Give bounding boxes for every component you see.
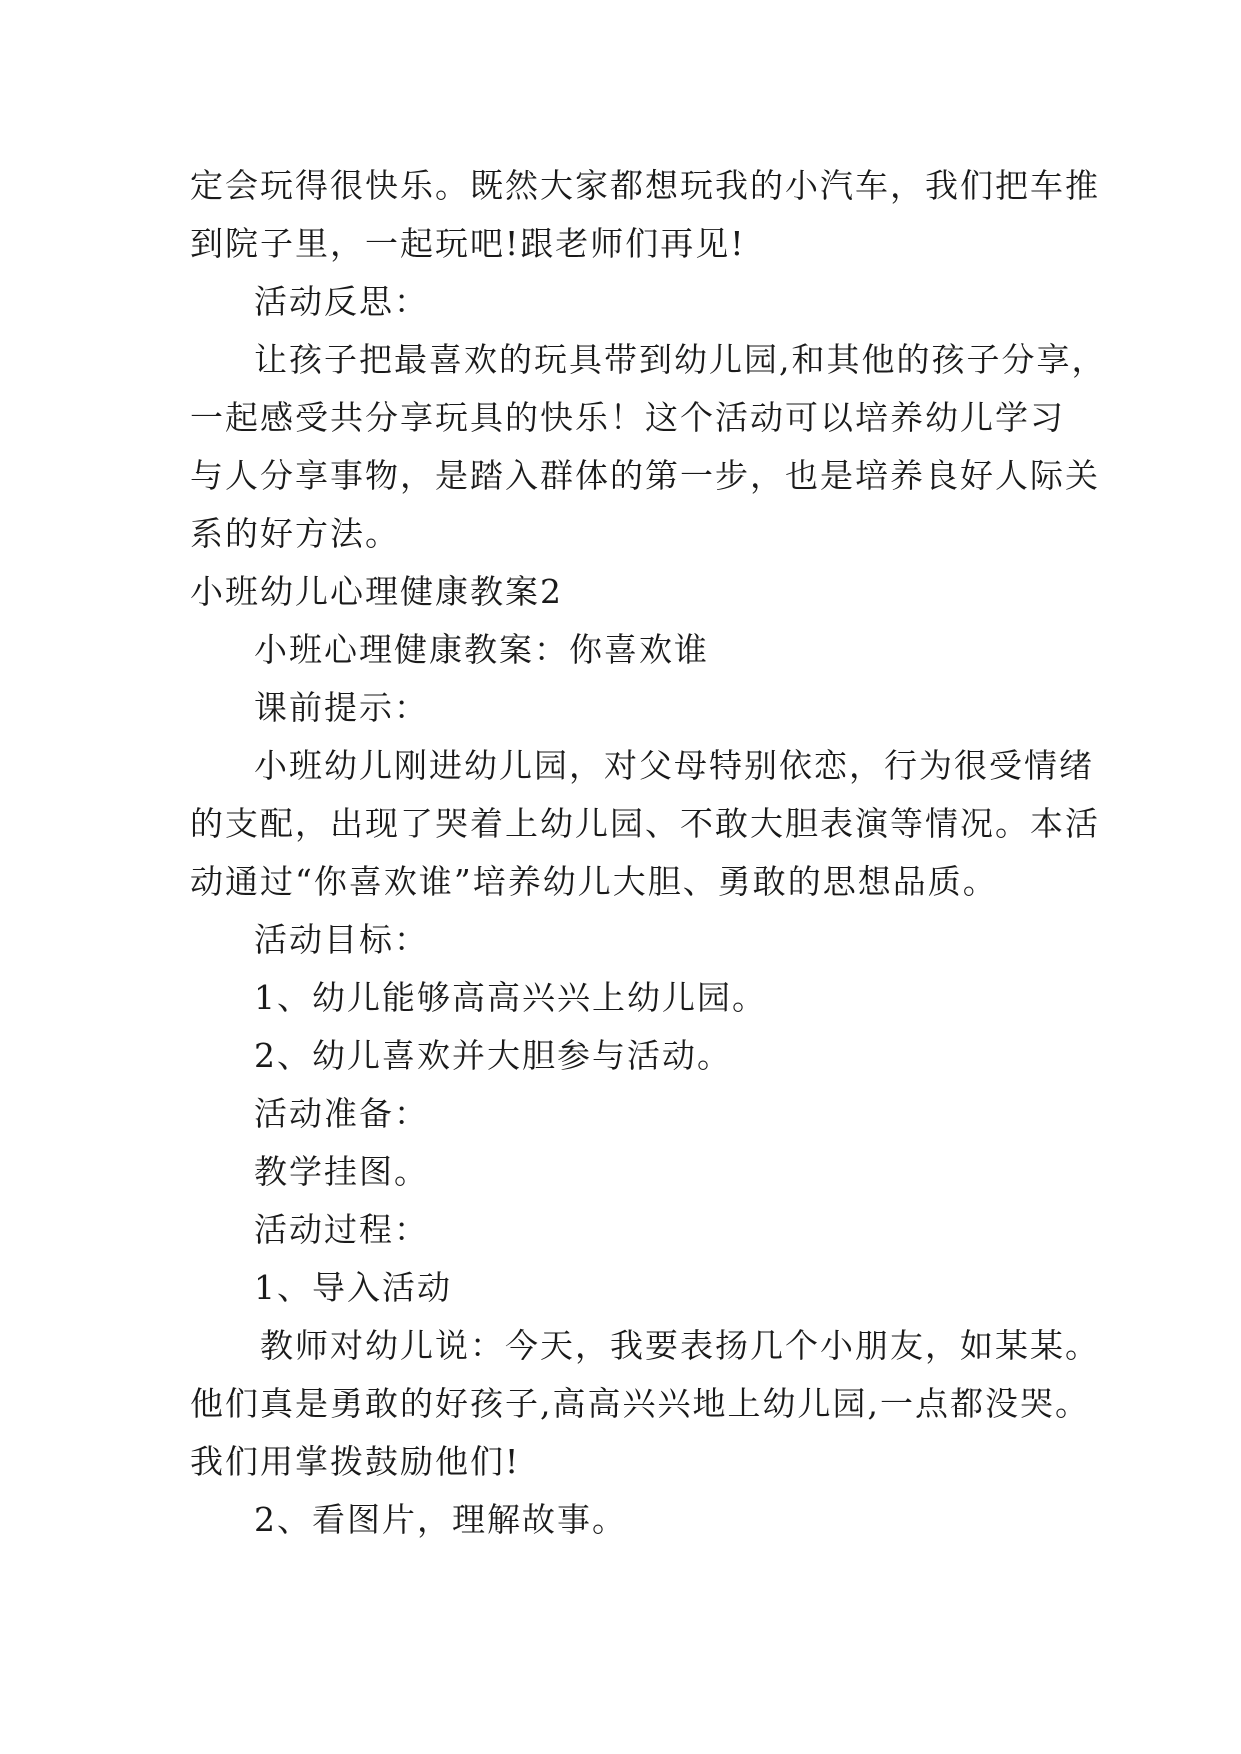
paragraph-line: 我们用掌拨鼓励他们! [190, 1442, 521, 1481]
paragraph-line: 他们真是勇敢的好孩子,高高兴兴地上幼儿园,一点都没哭。 [190, 1384, 1090, 1423]
paragraph-line: 一起感受共分享玩具的快乐！这个活动可以培养幼儿学习 [190, 398, 1065, 437]
paragraph-line: 定会玩得很快乐。既然大家都想玩我的小汽车，我们把车推 [190, 166, 1100, 205]
list-item: 1、导入活动 [254, 1268, 452, 1307]
list-item: 2、幼儿喜欢并大胆参与活动。 [254, 1036, 732, 1075]
paragraph-line: 教学挂图。 [254, 1152, 429, 1191]
section-heading: 课前提示： [254, 688, 429, 727]
paragraph-line: 让孩子把最喜欢的玩具带到幼儿园,和其他的孩子分享， [254, 340, 1107, 379]
paragraph-line: 动通过“你喜欢谁”培养幼儿大胆、勇敢的思想品质。 [190, 862, 998, 901]
list-item: 2、看图片，理解故事。 [254, 1500, 627, 1539]
paragraph-line: 教师对幼儿说：今天，我要表扬几个小朋友，如某某。 [260, 1326, 1100, 1365]
document-title: 小班幼儿心理健康教案2 [190, 572, 563, 611]
paragraph-line: 与人分享事物，是踏入群体的第一步，也是培养良好人际关 [190, 456, 1100, 495]
paragraph-line: 小班幼儿刚进幼儿园，对父母特别依恋，行为很受情绪 [254, 746, 1094, 785]
section-heading: 活动准备： [254, 1094, 429, 1133]
list-item: 1、幼儿能够高高兴兴上幼儿园。 [254, 978, 767, 1017]
section-heading: 活动反思： [254, 282, 429, 321]
paragraph-line: 系的好方法。 [190, 514, 400, 553]
paragraph-line: 到院子里，一起玩吧!跟老师们再见! [190, 224, 746, 263]
section-heading: 活动目标： [254, 920, 429, 959]
paragraph-line: 的支配，出现了哭着上幼儿园、不敢大胆表演等情况。本活 [190, 804, 1100, 843]
lesson-subtitle: 小班心理健康教案：你喜欢谁 [254, 630, 709, 669]
section-heading: 活动过程： [254, 1210, 429, 1249]
